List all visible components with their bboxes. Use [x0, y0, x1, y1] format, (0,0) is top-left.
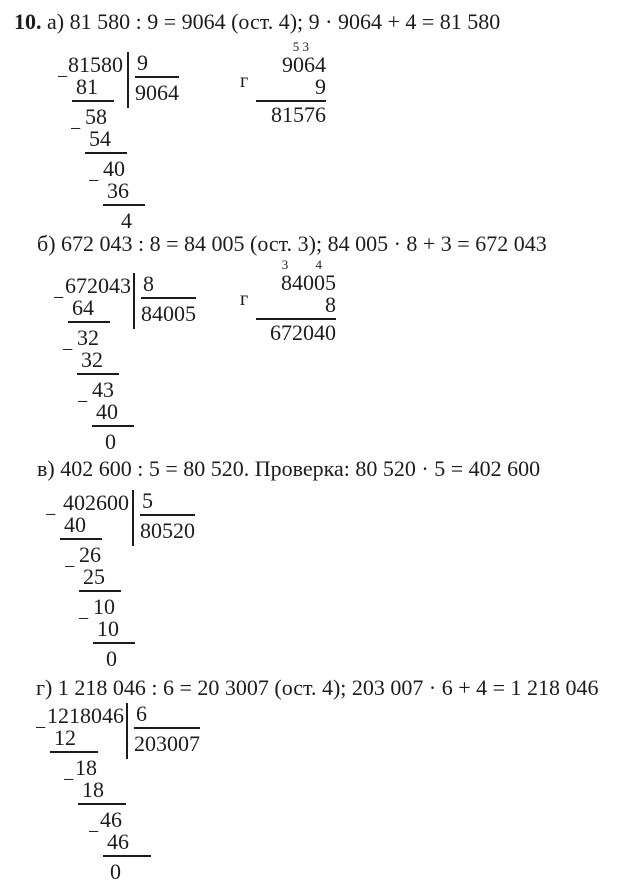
minus-sign: −	[57, 66, 69, 88]
divisor: 6	[134, 703, 200, 729]
subtraction-step: 12 −	[34, 727, 151, 749]
long-division-b	[52, 271, 196, 454]
minus-sign: −	[70, 118, 82, 140]
dividend-row	[55, 50, 179, 105]
minus-sign: −	[78, 608, 90, 630]
subtraction-step: 81 −	[55, 76, 145, 98]
subtraction-step: 46 −	[34, 831, 151, 853]
equation-part-g: г) 1 218 046 : 6 = 20 3007 (ост. 4); 203 007 · 6 + 4 = 1 218 046	[36, 675, 599, 700]
remainder-step: 43	[92, 377, 114, 402]
divisor: 9	[135, 52, 179, 78]
subtraction-step: 32 −	[52, 349, 134, 371]
quotient: 9064	[135, 80, 179, 105]
dividend: 1218046	[47, 703, 124, 728]
minus-sign: −	[45, 504, 57, 526]
product: 81576	[271, 102, 326, 127]
multiplication-check-a	[240, 40, 326, 126]
multiply-sign: г	[240, 288, 249, 310]
subtraction-step: 64 −	[52, 297, 134, 319]
long-division-a	[55, 50, 179, 233]
multiply-sign: г	[240, 70, 249, 92]
dividend: 402600	[63, 490, 129, 515]
dividend-row	[34, 701, 200, 756]
minus-sign: −	[35, 717, 47, 739]
minus-sign: −	[63, 769, 75, 791]
minus-sign: −	[62, 339, 74, 361]
subtraction-step: 25 −	[50, 566, 135, 588]
multiplicand: 84005	[281, 270, 336, 295]
remainder-step: 32	[77, 325, 99, 350]
remainder-step: 58	[85, 104, 107, 129]
minus-sign: −	[53, 287, 65, 309]
subtraction-step: 40 −	[50, 514, 135, 536]
multiplication-column	[256, 40, 326, 126]
quotient: 80520	[140, 518, 195, 543]
divisor: 8	[141, 273, 196, 299]
remainder-step: 10	[93, 594, 115, 619]
divisor: 5	[140, 490, 195, 516]
divisor-quotient-box	[133, 273, 202, 329]
header-part-b	[37, 232, 547, 256]
remainder-step: 40	[103, 156, 125, 181]
multiplier: 8	[256, 294, 336, 320]
minus-sign: −	[88, 821, 100, 843]
header-part-v	[37, 457, 540, 481]
equation-part-a: а) 81 580 : 9 = 9064 (ост. 4); 9 · 9064 + 4 = 81 580	[47, 9, 501, 34]
quotient: 203007	[134, 731, 200, 756]
remainder-step: 18	[75, 755, 97, 780]
long-division-v	[45, 488, 195, 671]
remainder-step: 26	[79, 542, 101, 567]
header-part-a	[14, 10, 500, 34]
divisor-quotient-box	[132, 490, 201, 546]
subtraction-step: 18 −	[34, 779, 151, 801]
final-remainder: 0	[106, 646, 117, 671]
minus-sign: −	[64, 556, 76, 578]
long-division-g	[34, 701, 200, 884]
multiplier: 9	[256, 76, 326, 102]
problem-number: 10.	[14, 9, 42, 34]
equation-part-b: б) 672 043 : 8 = 84 005 (ост. 3); 84 005 · 8 + 3 = 672 043	[37, 231, 547, 256]
header-part-g	[36, 676, 599, 700]
equation-part-v: в) 402 600 : 5 = 80 520. Проверка: 80 520 · 5 = 402 600	[37, 456, 541, 481]
multiplication-check-b	[240, 258, 336, 344]
final-remainder: 0	[110, 859, 121, 884]
carry-digits: 3 4	[281, 257, 322, 272]
subtraction-step: 10 −	[50, 618, 135, 640]
remainder-step: 46	[100, 807, 122, 832]
final-remainder: 4	[121, 208, 132, 233]
subtraction-step: 40 −	[52, 401, 134, 423]
subtraction-step: 36 −	[55, 180, 145, 202]
product: 672040	[270, 320, 336, 345]
multiplication-column	[256, 258, 336, 344]
dividend: 672043	[65, 273, 131, 298]
carry-digits: 5 3	[292, 39, 309, 54]
minus-sign: −	[77, 391, 89, 413]
quotient: 84005	[141, 301, 196, 326]
dividend: 81580	[68, 52, 123, 77]
dividend-row	[50, 488, 195, 543]
multiplicand: 9064	[282, 52, 326, 77]
final-remainder: 0	[105, 429, 116, 454]
minus-sign: −	[88, 170, 100, 192]
subtraction-step: 54 −	[55, 128, 145, 150]
